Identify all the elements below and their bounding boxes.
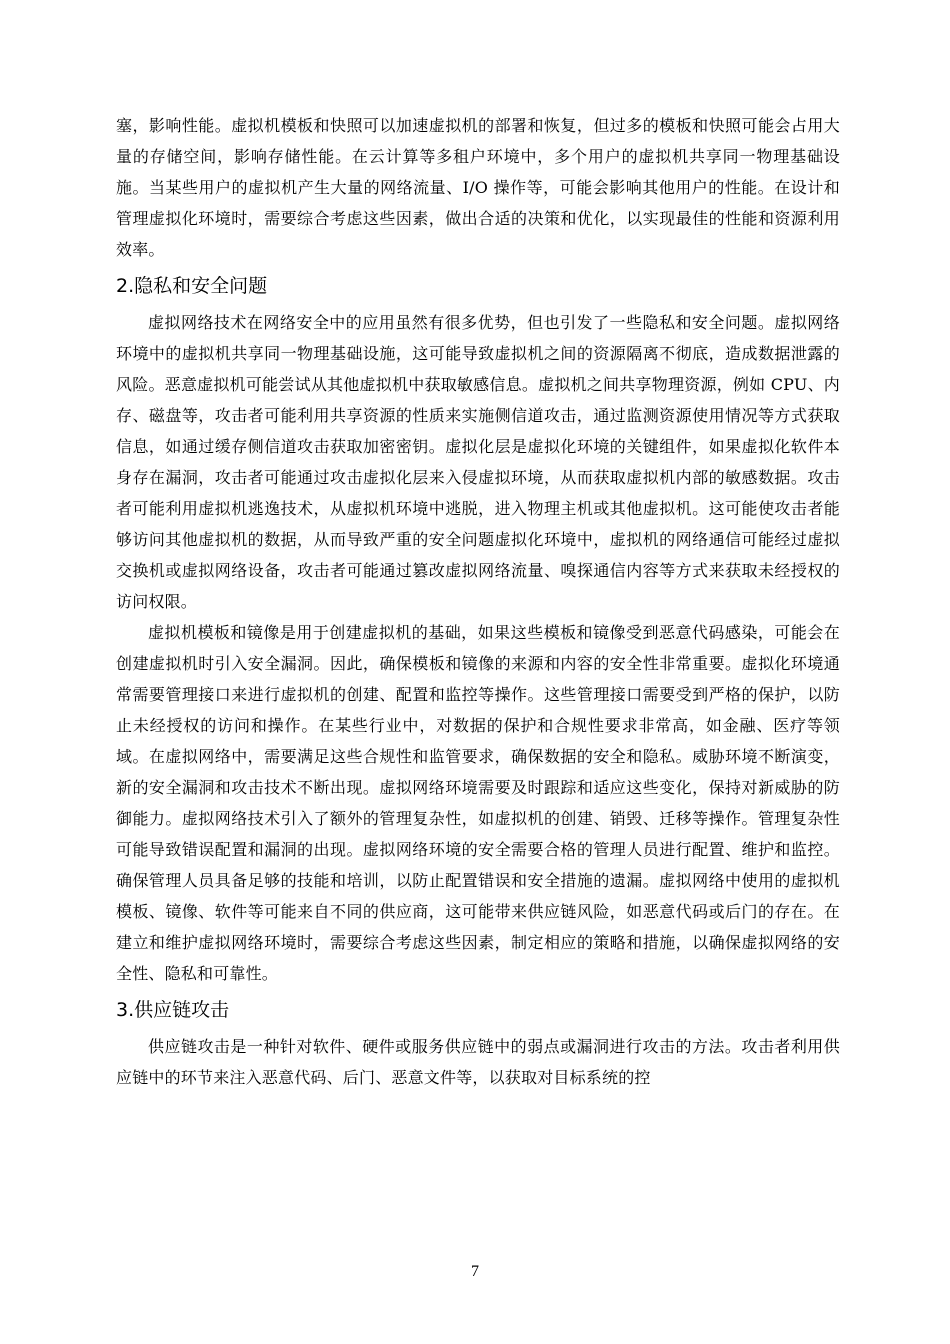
paragraph-supply-chain-1: 供应链攻击是一种针对软件、硬件或服务供应链中的弱点或漏洞进行攻击的方法。攻击者利用供应链中的环节来注入恶意代码、后门、恶意文件等，以获取对目标系统的控 (116, 1037, 840, 1087)
paragraph-privacy-2: 虚拟机模板和镜像是用于创建虚拟机的基础，如果这些模板和镜像受到恶意代码感染，可能会在创建虚拟机时引入安全漏洞。因此，确保模板和镜像的来源和内容的安全性非常重要。虚拟化环境通常需要管理接口来进行虚拟机的创建、配置和监控等操作。这些管理接口需要受到严格的保护，以防止未经授权的访问和操作。在某些行业中，对数据的保护和合规性要求非常高，如金融、医疗等领域。在虚拟网络中，需要满足这些合规性和监管要求，确保数据的安全和隐私。威胁环境不断演变，新的安全漏洞和攻击技术不断出现。虚拟网络环境需要及时跟踪和适应这些变化，保持对新威胁的防御能力。虚拟网络技术引入了额外的管理复杂性，如虚拟机的创建、销毁、迁移等操作。管理复杂性可能导致错误配置和漏洞的出现。虚拟网络环境的安全需要合格的管理人员进行配置、维护和监控。确保管理人员具备足够的技能和培训，以防止配置错误和安全措施的遗漏。虚拟网络中使用的虚拟机模板、镜像、软件等可能来自不同的供应商，这可能带来供应链风险，如恶意代码或后门的存在。在建立和维护虚拟网络环境时，需要综合考虑这些因素，制定相应的策略和措施，以确保虚拟网络的安全性、隐私和可靠性。 (116, 623, 840, 983)
section-heading-supply-chain: 3.供应链攻击 (116, 999, 230, 1021)
page-number: 7 (471, 1263, 479, 1280)
paragraph-privacy-1: 虚拟网络技术在网络安全中的应用虽然有很多优势，但也引发了一些隐私和安全问题。虚拟网络环境中的虚拟机共享同一物理基础设施，这可能导致虚拟机之间的资源隔离不彻底，造成数据泄露的风险。恶意虚拟机可能尝试从其他虚拟机中获取敏感信息。虚拟机之间共享物理资源，例如 CPU、内存、磁盘等，攻击者可能利用共享资源的性质来实施侧信道攻击，通过监测资源使用情况等方式获取信息，如通过缓存侧信道攻击获取加密密钥。虚拟化层是虚拟化环境的关键组件，如果虚拟化软件本身存在漏洞，攻击者可能通过攻击虚拟化层来入侵虚拟环境，从而获取虚拟机内部的敏感数据。攻击者可能利用虚拟机逃逸技术，从虚拟机环境中逃脱，进入物理主机或其他虚拟机。这可能使攻击者能够访问其他虚拟机的数据，从而导致严重的安全问题虚拟化环境中，虚拟机的网络通信可能经过虚拟交换机或虚拟网络设备，攻击者可能通过篡改虚拟网络流量、嗅探通信内容等方式来获取未经授权的访问权限。 (116, 313, 840, 611)
page-content (116, 110, 840, 1093)
section-heading-privacy-security: 2.隐私和安全问题 (116, 275, 268, 297)
continued-paragraph: 塞，影响性能。虚拟机模板和快照可以加速虚拟机的部署和恢复，但过多的模板和快照可能会占用大量的存储空间，影响存储性能。在云计算等多租户环境中，多个用户的虚拟机共享同一物理基础设施。当某些用户的虚拟机产生大量的网络流量、I/O 操作等，可能会影响其他用户的性能。在设计和管理虚拟化环境时，需要综合考虑这些因素，做出合适的决策和优化，以实现最佳的性能和资源利用效率。 (116, 116, 840, 259)
